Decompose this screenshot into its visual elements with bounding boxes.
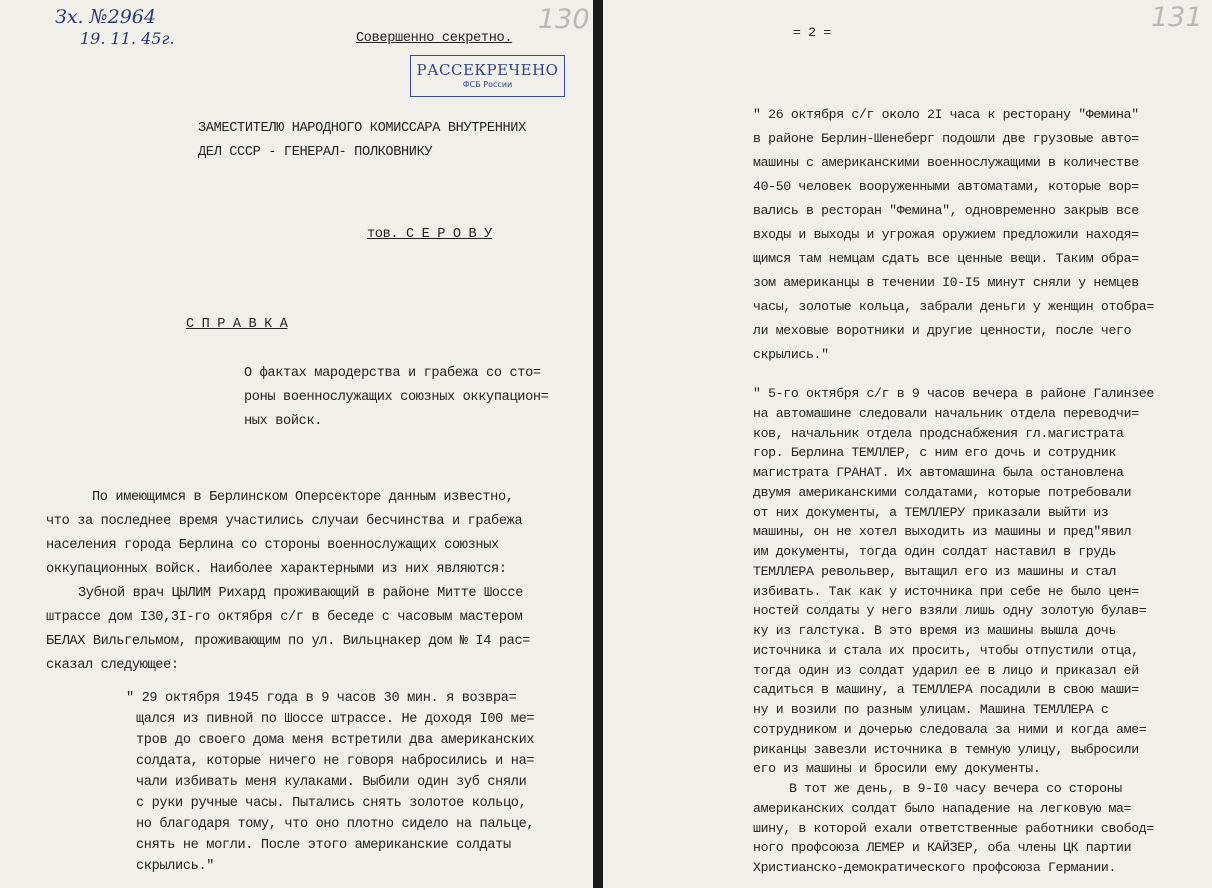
stamp-subtitle: ФСБ России — [462, 80, 513, 89]
paragraph-line: от них документы, а ТЕМЛЛЕРУ приказали выйти из — [753, 504, 1109, 520]
paragraph-line: щимся там немцам сдать все ценные вещи. Таким обра= — [753, 251, 1139, 266]
paragraph-line: скрылись." — [753, 347, 829, 362]
paragraph-line: часы, золотые кольца, забрали деньги у женщин отобра= — [753, 299, 1154, 314]
addressee-line: ДЕЛ СССР - ГЕНЕРАЛ- ПОЛКОВНИКУ — [198, 145, 433, 160]
body-line: населения города Берлина со стороны военнослужащих союзных — [46, 538, 499, 553]
paragraph-line: американских солдат было нападение на легковую ма= — [753, 800, 1132, 816]
document-page-right — [603, 0, 1212, 888]
handwritten-reference-number: Зх. №2964 — [55, 6, 156, 28]
paragraph-line: его из машины и бросили ему документы. — [753, 761, 1041, 777]
paragraph-line: двумя американскими солдатами, которые потребовали — [753, 484, 1132, 500]
paragraph-line: ли меховые воротники и другие ценности, после чего — [753, 323, 1132, 338]
paragraph-line: В тот же день, в 9-I0 часу вечера со стороны — [789, 781, 1122, 797]
declassified-stamp — [410, 55, 565, 97]
subject-line: роны военнослужащих союзных оккупацион= — [244, 390, 549, 405]
pencil-page-number: 131 — [1151, 2, 1203, 33]
subject-line: О фактах мародерства и грабежа со сто= — [244, 366, 541, 381]
paragraph-line: вались в ресторан "Фемина", одновременно закрыв все — [753, 203, 1139, 218]
paragraph-line: ку из галстука. В это время из машины вышла дочь — [753, 623, 1117, 639]
quote-line: снять не могли. После этого американские солдаты — [136, 838, 511, 853]
paragraph-line: гор. Берлина ТЕМЛЛЕР, с ним его дочь и сотрудник — [753, 445, 1117, 461]
page-header-number: = 2 = — [793, 25, 831, 40]
paragraph-line: зом американцы в течении I0-I5 минут сняли у немцев — [753, 275, 1139, 290]
paragraph-line: машины, он не хотел выходить из машины и пред"явил — [753, 524, 1132, 540]
paragraph-line: ну и возили по разным улицам. Машина ТЕМЛЛЕРА с — [753, 702, 1109, 718]
body-line: сказал следующее: — [46, 658, 179, 673]
classification-label: Совершенно секретно. — [356, 31, 513, 46]
paragraph-line: риканцы завезли источника в темную улицу, выбросили — [753, 741, 1139, 757]
body-line: БЕЛАХ Вильгельмом, проживающим по ул. Вильцнакер дом № I4 рас= — [46, 634, 531, 649]
document-page-left — [0, 0, 593, 888]
body-line: Зубной врач ЦЫЛИМ Рихард проживающий в районе Митте Шоссе — [78, 586, 524, 601]
document-title: С П Р А В К А — [186, 317, 288, 332]
quote-line: с руки ручные часы. Пытались снять золотое кольцо, — [136, 796, 527, 811]
paragraph-line: им документы, тогда один солдат наставил в грудь — [753, 544, 1117, 560]
body-line: По имеющимся в Берлинском Оперсекторе данным известно, — [92, 490, 514, 505]
quote-line: солдата, которые ничего не говоря набросились и на= — [136, 754, 535, 769]
quote-line: но благодаря тому, что оно плотно сидело на пальце, — [136, 817, 535, 832]
paragraph-line: садиться в машину, а ТЕМЛЛЕРА посадили в свою маши= — [753, 682, 1139, 698]
quote-line: " 29 октября 1945 года в 9 часов 30 мин. я возвра= — [126, 691, 517, 706]
addressee-line: ЗАМЕСТИТЕЛЮ НАРОДНОГО КОМИССАРА ВНУТРЕННИХ — [198, 121, 526, 136]
paragraph-line: 40-50 человек вооруженными автоматами, которые вор= — [753, 179, 1139, 194]
paragraph-line: машины с американскими военнослужащими в количестве — [753, 155, 1139, 170]
handwritten-date: 19. 11. 45г. — [80, 29, 175, 48]
paragraph-line: избивать. Так как у источника при себе не было цен= — [753, 583, 1139, 599]
body-line: оккупационных войск. Наиболее характерными из них являются: — [46, 562, 507, 577]
stamp-title: РАССЕКРЕЧЕНО — [416, 61, 559, 79]
paragraph-line: Христианско-демократического профсоюза Германии. — [753, 860, 1117, 876]
paragraph-line: ностей солдаты у него взяли лишь одну золотую булав= — [753, 603, 1147, 619]
addressee-name: тов. С Е Р О В У — [367, 227, 492, 242]
quote-line: тров до своего дома меня встретили два американских — [136, 733, 535, 748]
paragraph-line: в районе Берлин-Шенеберг подошли две грузовые авто= — [753, 131, 1139, 146]
paragraph-line: сотрудником и дочерью следовала за ними и когда аме= — [753, 721, 1147, 737]
paragraph-line: " 5-го октября с/г в 9 часов вечера в районе Галинзее — [753, 386, 1154, 401]
pencil-page-number: 130 — [538, 4, 590, 35]
paragraph-line: ного профсоюза ЛЕМЕР и КАЙЗЕР, оба члены ЦК партии — [753, 840, 1132, 856]
subject-line: ных войск. — [244, 414, 323, 429]
paragraph-line: шину, в которой ехали ответственные работники свобод= — [753, 820, 1154, 836]
paragraph-line: ков, начальник отдела продснабжения гл.магистрата — [753, 425, 1124, 441]
paragraph-line: источника и стала их просить, чтобы отпустили отца, — [753, 642, 1139, 658]
body-line: штрассе дом I30,3I-го октября с/г в беседе с часовым мастером — [46, 610, 523, 625]
quote-line: скрылись." — [136, 859, 215, 874]
quote-line: чали избивать меня кулаками. Выбили один зуб сняли — [136, 775, 527, 790]
paragraph-line: ТЕМЛЛЕРА револьвер, вытащил его из машины и стал — [753, 563, 1117, 579]
quote-line: щался из пивной по Шоссе штрассе. Не доходя I00 ме= — [136, 712, 535, 727]
paragraph-line: " 26 октября с/г около 2I часа к ресторану "Фемина" — [753, 107, 1139, 122]
paragraph-line: тогда один из солдат ударил ее в лицо и приказал ей — [753, 662, 1139, 678]
paragraph-line: входы и выходы и угрожая оружием предложили находя= — [753, 227, 1139, 242]
paragraph-line: магистрата ГРАНАТ. Их автомашина была остановлена — [753, 465, 1124, 481]
paragraph-line: на автомашине следовали начальник отдела переводчи= — [753, 405, 1139, 421]
body-line: что за последнее время участились случаи бесчинства и грабежа — [46, 514, 523, 529]
